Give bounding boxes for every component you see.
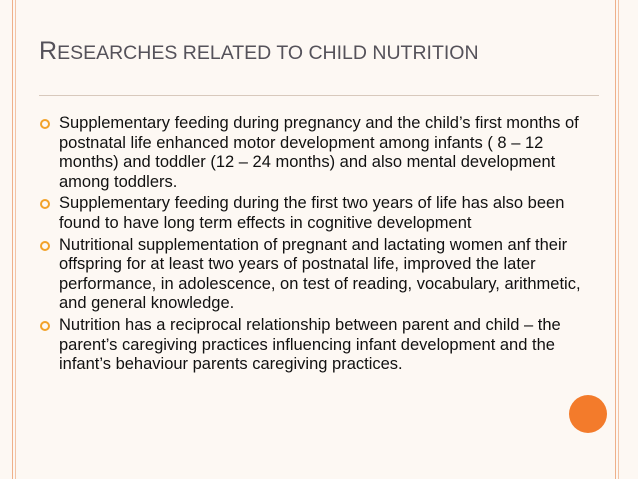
- bullet-item-2: [39, 194, 599, 233]
- bullet-text-3: Nutritional supplementation of pregnant and lactating women anf their offspring for at least two years of postnatal life, improved the later performance, in adolescence, on test of reading, vocabulary, arithmetic, and general knowledge.: [59, 235, 581, 313]
- bullet-list: [39, 114, 599, 377]
- slide-title-first-letter: R: [39, 37, 58, 65]
- ring-bullet-icon: [40, 321, 50, 331]
- bullet-item-1: [39, 114, 599, 192]
- bullet-item-3: [39, 236, 599, 314]
- orange-circle-decoration: [569, 395, 607, 433]
- right-border-line-outer: [615, 0, 616, 479]
- right-border-line-inner: [618, 0, 619, 479]
- left-border-line-outer: [12, 0, 13, 479]
- bullet-text-1: Supplementary feeding during pregnancy and the child’s first months of postnatal life enhanced motor development among infants ( 8 – 12 months) and toddler (12 – 24 months) and also mental development among toddlers.: [59, 114, 579, 191]
- ring-bullet-icon: [40, 199, 50, 209]
- bullet-text-2: Supplementary feeding during the first two years of life has also been found to have long term effects in cognitive development: [59, 194, 565, 232]
- slide-title-rest: ESEARCHES RELATED TO CHILD NUTRITION: [57, 42, 479, 64]
- slide-title: [39, 36, 599, 66]
- bullet-item-4: [39, 316, 599, 375]
- ring-bullet-icon: [40, 241, 50, 251]
- ring-bullet-icon: [40, 119, 50, 129]
- bullet-text-4: Nutrition has a reciprocal relationship between parent and child – the parent’s caregiving practices influencing infant development and the infant’s behaviour parents caregiving practices.: [59, 315, 561, 374]
- left-border-line-inner: [15, 0, 16, 479]
- title-divider: [39, 95, 599, 96]
